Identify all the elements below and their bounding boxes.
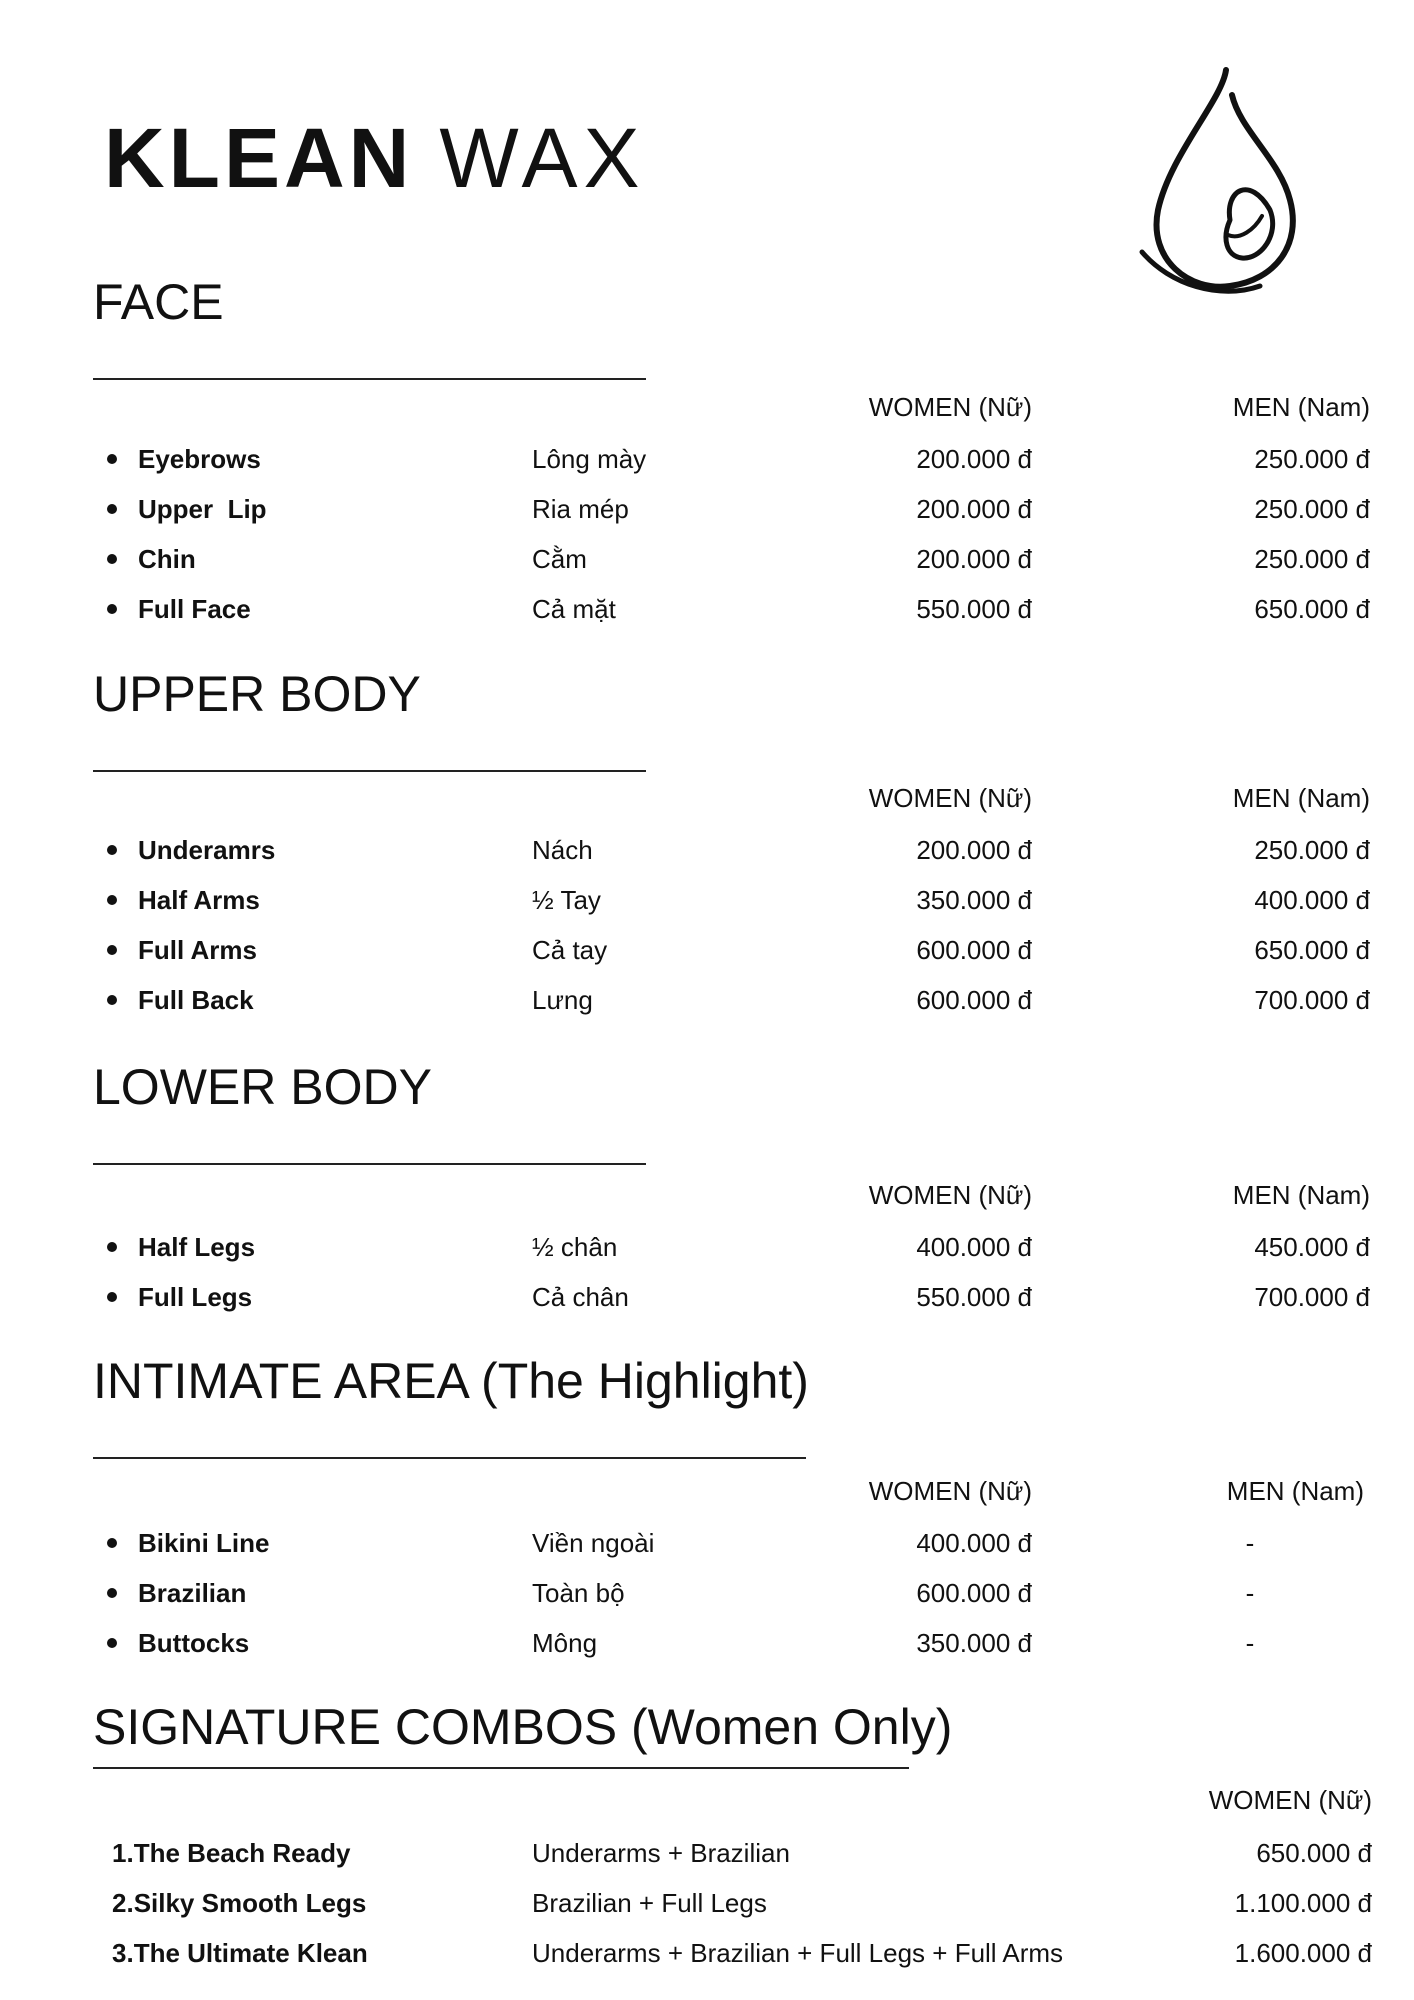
service-name: Upper Lip: [138, 494, 267, 524]
section-divider: [93, 1767, 909, 1769]
service-name: Bikini Line: [138, 1528, 270, 1558]
service-name-vietnamese: Cả chân: [532, 1282, 629, 1312]
combo-description: Underarms + Brazilian + Full Legs + Full Arms: [532, 1938, 1064, 1968]
price-row: [0, 1622, 1414, 1668]
price-row: [0, 879, 1414, 925]
price-women: 400.000 đ: [916, 1232, 1032, 1262]
column-header-women: WOMEN (Nữ): [868, 783, 1032, 813]
price-men: -: [1245, 1578, 1255, 1608]
combo-description: Brazilian + Full Legs: [532, 1888, 767, 1918]
price-men: 650.000 đ: [1254, 594, 1370, 624]
price-women: 200.000 đ: [916, 835, 1032, 865]
price-men: 650.000 đ: [1254, 935, 1370, 965]
service-name-vietnamese: Toàn bộ: [532, 1578, 625, 1608]
brand-name-bold: KLEAN: [104, 111, 414, 205]
price-men: 250.000 đ: [1254, 544, 1370, 574]
column-header-women: WOMEN (Nữ): [868, 1476, 1032, 1506]
section-title-signature-combos: SIGNATURE COMBOS (Women Only): [93, 1699, 953, 1755]
bullet-icon: [107, 1292, 117, 1302]
combo-row: [0, 1832, 1414, 1878]
column-header-men: MEN (Nam): [1232, 392, 1370, 422]
price-row: [0, 1226, 1414, 1272]
service-name-vietnamese: Cằm: [532, 544, 587, 574]
price-women: 600.000 đ: [916, 985, 1032, 1015]
section-title-lower-body: LOWER BODY: [93, 1059, 432, 1115]
section-divider: [93, 1163, 646, 1165]
price-men: 700.000 đ: [1254, 985, 1370, 1015]
combo-title: The Beach Ready: [133, 1838, 351, 1868]
combo-title: The Ultimate Klean: [133, 1938, 368, 1968]
price-men: -: [1245, 1528, 1255, 1558]
price-women: 400.000 đ: [916, 1528, 1032, 1558]
price-row: [0, 488, 1414, 534]
combo-name: [112, 1886, 366, 1920]
service-name: Full Arms: [138, 935, 257, 965]
section-divider: [93, 770, 646, 772]
column-header-women: WOMEN (Nữ): [868, 1180, 1032, 1210]
bullet-icon: [107, 554, 117, 564]
price-row: [0, 829, 1414, 875]
combo-row: [0, 1932, 1414, 1978]
bullet-icon: [107, 845, 117, 855]
price-women: 350.000 đ: [916, 885, 1032, 915]
service-name: Full Face: [138, 594, 251, 624]
service-name-vietnamese: ½ chân: [532, 1232, 618, 1262]
column-header-women: WOMEN (Nữ): [868, 392, 1032, 422]
price-women: 550.000 đ: [916, 1282, 1032, 1312]
price-women: 350.000 đ: [916, 1628, 1032, 1658]
section-divider: [93, 1457, 806, 1459]
service-name: Full Back: [138, 985, 254, 1015]
service-name-vietnamese: Ria mép: [532, 494, 629, 524]
bullet-icon: [107, 1638, 117, 1648]
price-row: [0, 1522, 1414, 1568]
service-name-vietnamese: Cả mặt: [532, 594, 616, 624]
combo-description: Underarms + Brazilian: [532, 1838, 790, 1868]
service-name-vietnamese: Lưng: [532, 985, 593, 1015]
combo-name: [112, 1936, 368, 1970]
price-men: 400.000 đ: [1254, 885, 1370, 915]
price-women: 200.000 đ: [916, 494, 1032, 524]
price-women: 600.000 đ: [916, 1578, 1032, 1608]
price-women: 600.000 đ: [916, 935, 1032, 965]
service-name-vietnamese: Nách: [532, 835, 593, 865]
combo-number: 1.: [112, 1838, 134, 1868]
price-men: 450.000 đ: [1254, 1232, 1370, 1262]
service-name-vietnamese: ½ Tay: [532, 885, 601, 915]
brand-name-thin: WAX: [439, 111, 646, 205]
combo-title: Silky Smooth Legs: [133, 1888, 367, 1918]
bullet-icon: [107, 604, 117, 614]
combo-number: 2.: [112, 1888, 134, 1918]
bullet-icon: [107, 1588, 117, 1598]
price-women: 200.000 đ: [916, 544, 1032, 574]
column-header-women: WOMEN (Nữ): [1208, 1785, 1372, 1815]
service-name: Half Arms: [138, 885, 260, 915]
price-men: 700.000 đ: [1254, 1282, 1370, 1312]
price-row: [0, 929, 1414, 975]
service-name-vietnamese: Lông mày: [532, 444, 647, 474]
combo-name: [112, 1836, 350, 1870]
service-name-vietnamese: Viền ngoài: [532, 1528, 655, 1558]
bullet-icon: [107, 454, 117, 464]
service-name-vietnamese: Cả tay: [532, 935, 608, 965]
bullet-icon: [107, 504, 117, 514]
service-name: Chin: [138, 544, 196, 574]
price-men: 250.000 đ: [1254, 494, 1370, 524]
column-header-men: MEN (Nam): [1232, 1180, 1370, 1210]
combo-row: [0, 1882, 1414, 1928]
service-name: Underamrs: [138, 835, 276, 865]
bullet-icon: [107, 1242, 117, 1252]
price-row: [0, 438, 1414, 484]
water-drop-leaf-icon: [1130, 60, 1310, 300]
price-row: [0, 979, 1414, 1025]
service-name: Half Legs: [138, 1232, 256, 1262]
bullet-icon: [107, 945, 117, 955]
section-title-upper-body: UPPER BODY: [93, 666, 421, 722]
price-men: 250.000 đ: [1254, 444, 1370, 474]
bullet-icon: [107, 895, 117, 905]
section-title-face: FACE: [93, 274, 224, 330]
column-header-men: MEN (Nam): [1226, 1476, 1364, 1506]
service-name: Buttocks: [138, 1628, 250, 1658]
bullet-icon: [107, 1538, 117, 1548]
section-title-intimate-area: INTIMATE AREA (The Highlight): [93, 1353, 809, 1409]
brand-logo: [104, 108, 646, 208]
price-row: [0, 1572, 1414, 1618]
price-row: [0, 1276, 1414, 1322]
bullet-icon: [107, 995, 117, 1005]
combo-price-women: 650.000 đ: [1256, 1838, 1372, 1868]
price-row: [0, 538, 1414, 584]
price-women: 550.000 đ: [916, 594, 1032, 624]
price-men: -: [1245, 1628, 1255, 1658]
service-name: Full Legs: [138, 1282, 253, 1312]
price-row: [0, 588, 1414, 634]
combo-price-women: 1.600.000 đ: [1234, 1938, 1372, 1968]
combo-price-women: 1.100.000 đ: [1234, 1888, 1372, 1918]
price-men: 250.000 đ: [1254, 835, 1370, 865]
price-women: 200.000 đ: [916, 444, 1032, 474]
service-name-vietnamese: Mông: [532, 1628, 598, 1658]
service-name: Eyebrows: [138, 444, 261, 474]
combo-number: 3.: [112, 1938, 134, 1968]
column-header-men: MEN (Nam): [1232, 783, 1370, 813]
section-divider: [93, 378, 646, 380]
service-name: Brazilian: [138, 1578, 247, 1608]
